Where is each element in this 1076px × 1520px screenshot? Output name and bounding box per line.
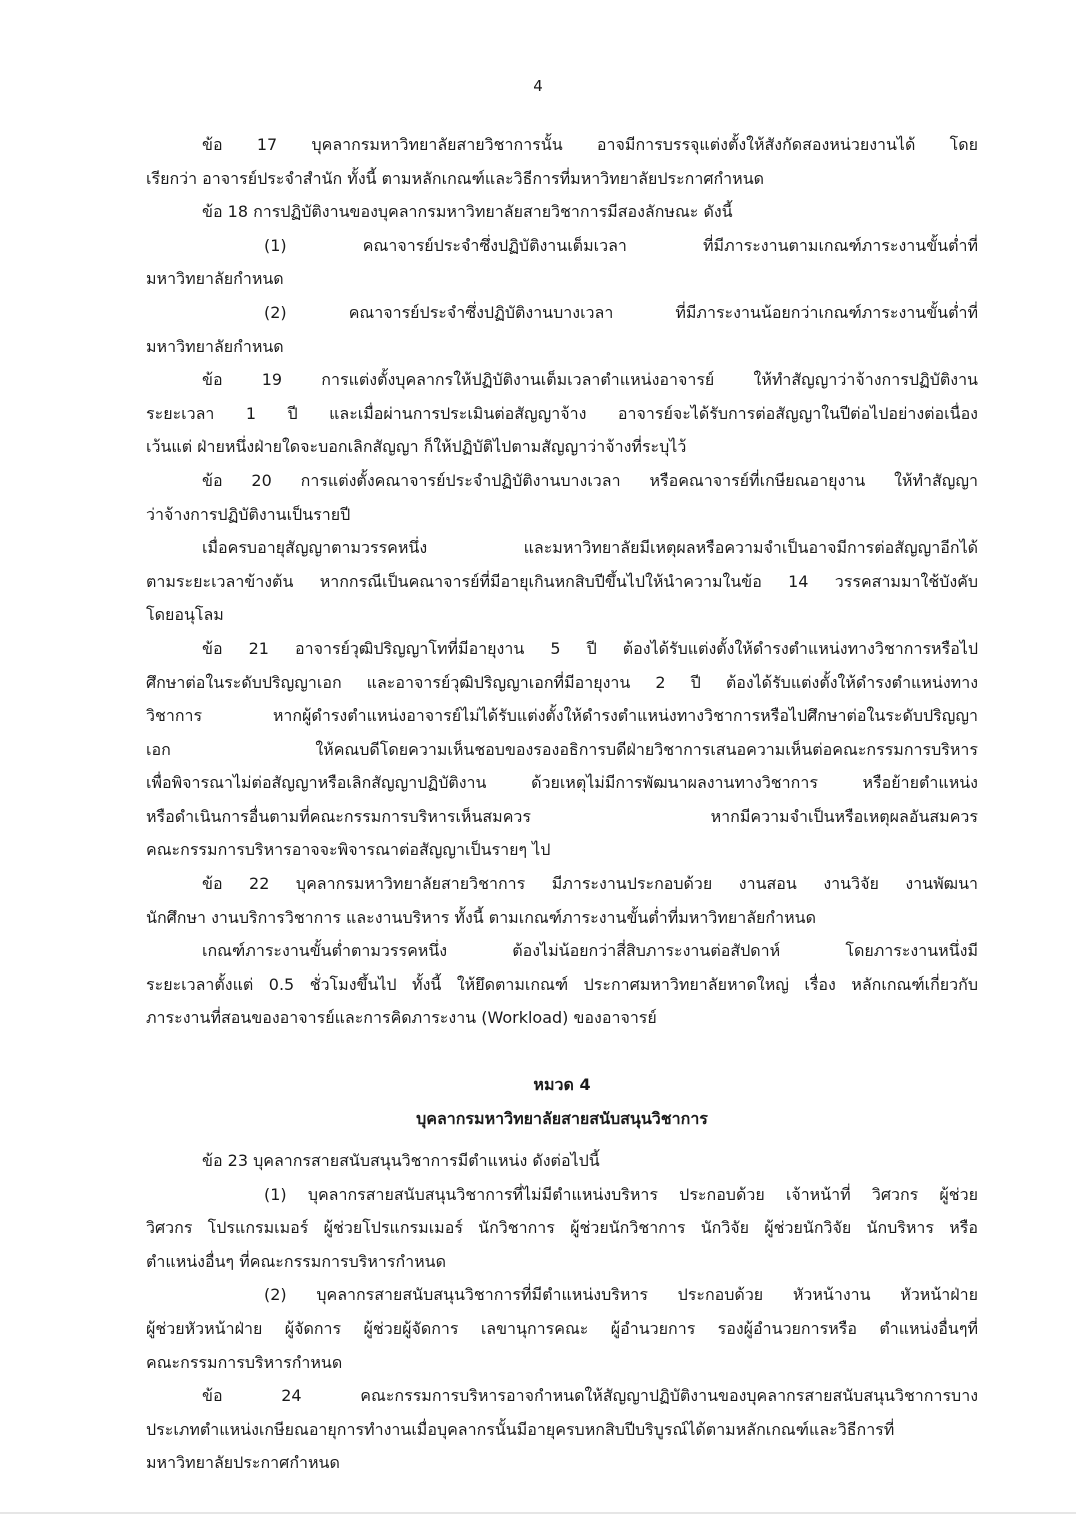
text-line: คณะกรรมการบริหารกำหนด [146,1352,343,1372]
text-line: เกณฑ์ภาระงานขั้นต่ำตามวรรคหนึ่ง ต้องไม่น้อยกว่าสี่สิบภาระงานต่อสัปดาห์ โดยภาระงานหนึ่งมี [202,941,978,961]
text-line: หรือดำเนินการอื่นตามที่คณะกรรมการบริหารเห็นสมควร หากมีความจำเป็นหรือเหตุผลอันสมควร [146,806,978,826]
text-line: โดยอนุโลม [146,605,224,625]
chapter-title: บุคลากรมหาวิทยาลัยสายสนับสนุนวิชาการ [416,1109,708,1129]
page-bottom-edge [0,1512,1076,1514]
text-line: มหาวิทยาลัยกำหนด [146,269,284,289]
document-body [146,128,978,1480]
text-line: ตามระยะเวลาข้างต้น หากกรณีเป็นคณาจารย์ที่มีอายุเกินหกสิบปีขึ้นไปให้นำความในข้อ 14 วรรคสามมาใช้บังคับ [146,571,978,591]
text-line: ศึกษาต่อในระดับปริญญาเอก และอาจารย์วุฒิปริญญาเอกที่มีอายุงาน 2 ปี ต้องได้รับแต่งตั้งให้ดำรงตำแหน่งทาง [146,672,978,692]
text-line: ระยะเวลาตั้งแต่ 0.5 ชั่วโมงขึ้นไป ทั้งนี้ ให้ยึดตามเกณฑ์ ประกาศมหาวิทยาลัยหาดใหญ่ เรื่อง หลักเกณฑ์เกี่ยวกับ [146,974,978,994]
text-line: วิศวกร โปรแกรมเมอร์ ผู้ช่วยโปรแกรมเมอร์ นักวิชาการ ผู้ช่วยนักวิชาการ นักวิจัย ผู้ช่วยนักวิจัย นักบริหาร หรือ [146,1218,978,1238]
text-line: ข้อ 23 บุคลากรสายสนับสนุนวิชาการมีตำแหน่ง ดังต่อไปนี้ [202,1151,600,1171]
chapter-number: หมวด 4 [533,1075,591,1095]
text-line: ข้อ 19 การแต่งตั้งบุคลากรให้ปฏิบัติงานเต็มเวลาตำแหน่งอาจารย์ ให้ทำสัญญาว่าจ้างการปฏิบัติงาน [202,370,978,390]
text-line: (1) คณาจารย์ประจำซึ่งปฏิบัติงานเต็มเวลา ที่มีภาระงานตามเกณฑ์ภาระงานขั้นต่ำที่ [264,235,978,255]
text-line: ข้อ 24 คณะกรรมการบริหารอาจกำหนดให้สัญญาปฏิบัติงานของบุคลากรสายสนับสนุนวิชาการบาง [202,1386,978,1406]
text-line: ภาระงานที่สอนของอาจารย์และการคิดภาระงาน (Workload) ของอาจารย์ [146,1008,657,1028]
text-line: ข้อ 20 การแต่งตั้งคณาจารย์ประจำปฏิบัติงานบางเวลา หรือคณาจารย์ที่เกษียณอายุงาน ให้ทำสัญญา [202,470,978,490]
text-line: คณะกรรมการบริหารอาจจะพิจารณาต่อสัญญาเป็นรายๆ ไป [146,840,551,860]
text-line: (2) บุคลากรสายสนับสนุนวิชาการที่มีตำแหน่งบริหาร ประกอบด้วย หัวหน้างาน หัวหน้าฝ่าย [264,1285,978,1305]
text-line: (2) คณาจารย์ประจำซึ่งปฏิบัติงานบางเวลา ที่มีภาระงานน้อยกว่าเกณฑ์ภาระงานขั้นต่ำที่ [264,302,978,322]
text-line: ข้อ 18 การปฏิบัติงานของบุคลากรมหาวิทยาลัยสายวิชาการมีสองลักษณะ ดังนี้ [202,202,733,222]
text-line: เว้นแต่ ฝ่ายหนึ่งฝ่ายใดจะบอกเลิกสัญญา ก็ให้ปฏิบัติไปตามสัญญาว่าจ้างที่ระบุไว้ [146,437,687,457]
text-line: ตำแหน่งอื่นๆ ที่คณะกรรมการบริหารกำหนด [146,1251,447,1271]
text-line: เมื่อครบอายุสัญญาตามวรรคหนึ่ง และมหาวิทยาลัยมีเหตุผลหรือความจำเป็นอาจมีการต่อสัญญาอีกได้ [202,538,978,558]
text-line: มหาวิทยาลัยกำหนด [146,336,284,356]
section-gap [146,1035,978,1068]
text-line: ข้อ 17 บุคลากรมหาวิทยาลัยสายวิชาการนั้น อาจมีการบรรจุแต่งตั้งให้สังกัดสองหน่วยงานได้ โดย [202,135,978,154]
section-academic-staff [146,128,978,1035]
text-line: ข้อ 22 บุคลากรมหาวิทยาลัยสายวิชาการ มีภาระงานประกอบด้วย งานสอน งานวิจัย งานพัฒนา [202,874,978,894]
text-line: เพื่อพิจารณาไม่ต่อสัญญาหรือเลิกสัญญาปฏิบัติงาน ด้วยเหตุไม่มีการพัฒนาผลงานทางวิชาการ หรือย้ายตำแหน่ง [146,773,978,793]
text-line: เอก ให้คณบดีโดยความเห็นชอบของรองอธิการบดีฝ่ายวิชาการเสนอความเห็นต่อคณะกรรมการบริหาร [146,739,978,759]
text-line: ว่าจ้างการปฏิบัติงานเป็นรายปี [146,504,351,524]
text-line: เรียกว่า อาจารย์ประจำสำนัก ทั้งนี้ ตามหลักเกณฑ์และวิธีการที่มหาวิทยาลัยประกาศกำหนด [146,168,765,188]
text-line: ประเภทตำแหน่งเกษียณอายุการทำงานเมื่อบุคลากรนั้นมีอายุครบหกสิบปีบริบูรณ์ได้ตามหลักเกณฑ์และวิธีการที่ [146,1419,895,1439]
text-line: วิชาการ หากผู้ดำรงตำแหน่งอาจารย์ไม่ได้รับแต่งตั้งให้ดำรงตำแหน่งทางวิชาการหรือไปศึกษาต่อในระดับปริญญา [146,706,978,726]
text-line: ผู้ช่วยหัวหน้าฝ่าย ผู้จัดการ ผู้ช่วยผู้จัดการ เลขานุการคณะ ผู้อำนวยการ รองผู้อำนวยการหรือ ตำแหน่งอื่นๆที่ [146,1319,978,1338]
page-number: 4 [533,77,543,95]
text-line: (1) บุคลากรสายสนับสนุนวิชาการที่ไม่มีตำแหน่งบริหาร ประกอบด้วย เจ้าหน้าที่ วิศวกร ผู้ช่วย [264,1184,978,1204]
text-line: ระยะเวลา 1 ปี และเมื่อผ่านการประเมินต่อสัญญาจ้าง อาจารย์จะได้รับการต่อสัญญาในปีต่อไปอย่างต่อเนื่อง [146,403,978,423]
text-line: ข้อ 21 อาจารย์วุฒิปริญญาโทที่มีอายุงาน 5 ปี ต้องได้รับแต่งตั้งให้ดำรงตำแหน่งทางวิชาการหรือไป [202,638,978,658]
text-line: นักศึกษา งานบริการวิชาการ และงานบริหาร ทั้งนี้ ตามเกณฑ์ภาระงานขั้นต่ำที่มหาวิทยาลัยกำหนด [146,907,816,927]
section-support-staff [146,1144,978,1480]
text-line: มหาวิทยาลัยประกาศกำหนด [146,1453,340,1473]
